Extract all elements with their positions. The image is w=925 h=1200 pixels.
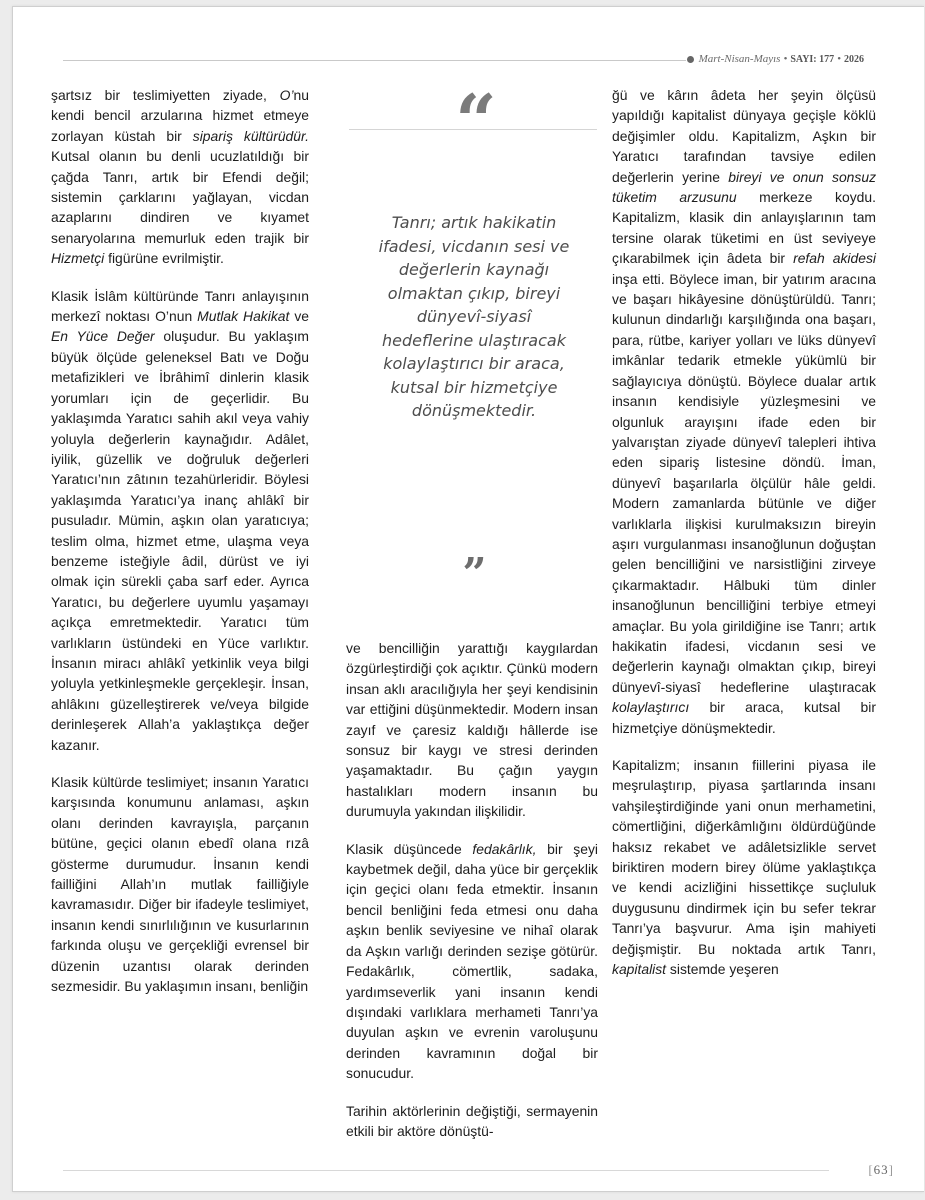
close-quote-icon: ” bbox=[462, 549, 484, 598]
magazine-page bbox=[12, 6, 924, 1192]
paragraph: ğü ve kârın âdeta her şeyin ölçüsü yapıldığı kapitalist dünyaya geçişle köklü değişimler oldu. Kapitalizm, Aşkın bir Yaratıcı tarafından tavsiye edilen değerlerin yerine bireyi ve onun sonsuz tüketim arzusunu merkeze koydu. Kapitalizm, klasik din anlayışlarının tam tersine olarak tüketimi en üst seviyeye çıkarabilmek için âdeta bir refah akidesi inşa etti. Böylece iman, bir yatırım aracına ve başarı hikâyesine dönüştürüldü. Tanrı; kulunun dindarlığı karşılığında ona başarı, para, rütbe, kariyer yolları ve lüks dünyevî imkânlar tedarik etmekle yükümlü bir sağlayıcıya dönüştü. Böylece dualar artık insanın kendisiyle yüzleşmesini ve olgunluk arayışını ifade eden bir yalvarıştan ziyade dünyevî talepleri ihtiva eden sipariş listesine döndü. İman, dünyevî başarılarla ölçülür hâle geldi. Modern zamanlarda bütünle ve diğer varlıklarla ilişkisi kurulmaksızın bireyin aşırı vurgulanması insanoğlunun doğuştan gelen bencilliğini ve narsistliğini zirveye çıkarmaktadır. Hâlbuki tüm dinler insanoğlunun bencilliğini terbiye etmeyi amaçlar. Bu yola girildiğine ise Tanrı; artık hakikatin ifadesi, vicdanın sesi ve değerlerin kaynağı olmaktan çıkıp, bireyi dünyevî-siyasî hedeflerine ulaştıracak kolaylaştırıcı bir araca, kutsal bir hizmetçiye dönüşmektedir. bbox=[612, 87, 877, 736]
paragraph: Klasik düşüncede fedakârlık, bir şeyi kaybetmek değil, daha yüce bir gerçeklik için geçici olanı feda etmektir. İnsanın bencil benliğini feda etmesi onu daha aşkın benlik seviyesine ve nihaî olarak da Aşkın varlığı derinden sezişe götürür. Fedakârlık, cömertlik, sadaka, yardımseverlik yani insanın kendi dışındaki varlıklara merhameti Tanrı’ya duyulan aşkın ve evrenin varoluşunu derinden kavramının doğal bir sonucudur. bbox=[346, 840, 598, 1082]
paragraph: Klasik İslâm kültüründe Tanrı anlayışının merkezî noktası O’nun Mutlak Hakikat ve En Yüce Değer oluşudur. Bu yaklaşım büyük ölçüde geleneksel Batı ve Doğu metafizikleri ve İbrâhimî dinlerin klasik yorumları için de geçerlidir. Bu yaklaşımda Yaratıcı sahih akıl veya vahiy yoluyla değerlerin kaynağıdır. Adâlet, iyilik, güzellik ve doğruluk değerleri Yaratıcı’nın zâtının tezahürleridir. Böylesi yaklaşımda Yaratıcı’ya inanç ahlâkî bir pusuladır. Mümin, aşkın olan yaratıcıya; teslim olma, hizmet etme, ulaşma veya benzeme isteğiyle âdil, dürüst ve iyi olmak için sürekli çaba sarf eder. Ayrıca Yaratıcı, bu değerlere uyumlu yaşamayı açıkça emretmektedir. Yaratıcı tüm varlıkların üstündeki en Yüce varlıktır. İnsanın miracı ahlâkî yetkinlik veya bilgi yoluyla yetkinleşmekle gerçekleşir. İnsan, ahlâkını güzelleştirerek ve/veya bilgide derinleşerek Allah’a yaklaştıkça değer kazanır. bbox=[51, 287, 309, 753]
header-rule bbox=[63, 60, 686, 61]
page-number: [63] bbox=[868, 1162, 894, 1177]
paragraph: Tarihin aktörlerinin değiştiği, sermayenin etkili bir aktöre dönüştü- bbox=[346, 1102, 598, 1139]
pull-quote bbox=[349, 78, 597, 605]
paragraph: şartsız bir teslimiyetten ziyade, O’nu kendi bencil arzularına hizmet etmeye zorlayan küstah bir sipariş kültürüdür. Kutsal olanın bu denli ucuzlatıldığı bir çağda Tanrı, artık bir Efendi değil; sistemin çarklarını yağlayan, vicdan azaplarını dindiren ve kıyamet senaryolarına memurluk eden trajik bir Hizmetçi figürüne evrilmiştir. bbox=[51, 87, 309, 267]
middle-column bbox=[346, 638, 598, 1158]
paragraph: ve bencilliğin yarattığı kaygılardan özgürleştirdiği çok açıktır. Çünkü modern insan aklı aracılığıyla her şeyi kendisinin var ettiğini düşünmektedir. Modern insan zayıf ve çaresiz kaldığı hâllerde ise sonsuz bir kaygı ve stresi derinden yaşamaktadır. Bu çağın yaygın hastalıkları modern insanın bu durumuyla yakından ilişkilidir. bbox=[346, 640, 598, 820]
issue-number: SAYI: 177 bbox=[790, 53, 835, 65]
issue-months: Mart-Nisan-Mayıs bbox=[698, 53, 781, 65]
paragraph: Klasik kültürde teslimiyet; insanın Yaratıcı karşısında konumunu anlaması, aşkın olanı derinden kavrayışla, parçanın bütüne, geçici olanın ebedî olana rızâ gösterme durumudur. İnsanın kendi failliğini Allah’ın mutlak failliğiyle kavramasıdır. Diğer bir ifadeyle teslimiyet, insanın kendi sınırlılığının ve kusurlarının farkında oluşu ve gerçekliği evrensel bir düzenin uzantısı olarak derinden sezmesidir. Bu yaklaşımın insanı, benliğin bbox=[51, 774, 309, 995]
right-column bbox=[612, 85, 876, 979]
pull-quote-text: Tanrı; artık hakikatin ifadesi, vicdanın sesi ve değerlerin kaynağı olmaktan çıkıp, bireyi dünyevî-siyasî hedeflerine ulaştıracak kolaylaştırıcı bir araca, kutsal bir hizmetçiye dönüşmektedir. bbox=[378, 213, 570, 420]
issue-year: 2026 bbox=[844, 53, 864, 65]
footer-rule bbox=[63, 1170, 829, 1171]
bullet-icon bbox=[687, 56, 694, 63]
left-column bbox=[51, 85, 309, 996]
open-quote-icon: “ bbox=[455, 78, 491, 163]
paragraph: Kapitalizm; insanın fiillerini piyasa ile meşrulaştırıp, piyasa şartlarında insanı vahşileştirdiğinde yani onun merhametini, cömertliğini, diğerkâmlığını öldürdüğünde haksız rekabet ve adâletsizlikle servet biriktiren modern birey ölüme yaklaştıkça ve kendi acizliğini hissettikçe suçluluk duygusunu dindirmek için bu sefer tekrar Tanrı’ya başvurur. Ama işin mahiyeti değişmiştir. Bu noktada artık Tanrı, kapitalist sistemde yeşeren bbox=[612, 757, 876, 978]
running-header bbox=[13, 51, 924, 71]
issue-info: Mart-Nisan-Mayıs • SAYI: 177 • 2026 bbox=[687, 53, 864, 65]
